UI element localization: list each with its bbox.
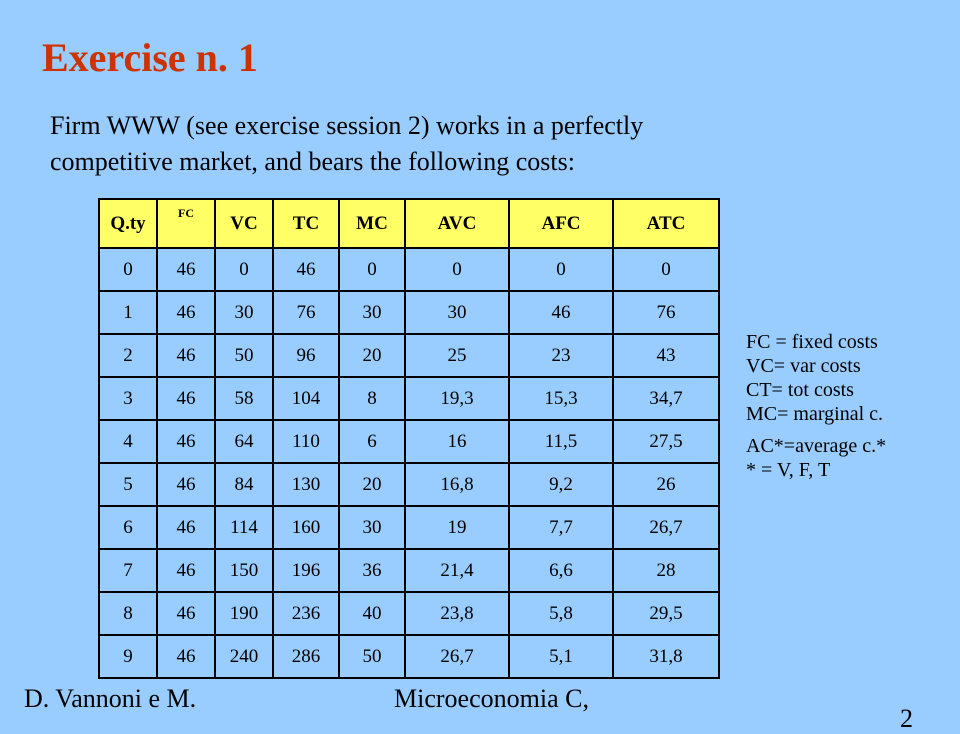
table-cell: 46 — [273, 248, 339, 291]
table-cell: 34,7 — [613, 377, 719, 420]
table-cell: 30 — [339, 291, 405, 334]
table-cell: 76 — [273, 291, 339, 334]
table-cell: 50 — [339, 635, 405, 678]
table-cell: 130 — [273, 463, 339, 506]
table-row — [99, 549, 719, 592]
table-cell: 46 — [157, 463, 215, 506]
footer-course: Microeconomia C, — [394, 684, 589, 713]
table-cell: 104 — [273, 377, 339, 420]
table-row — [99, 635, 719, 678]
table-cell: 6,6 — [509, 549, 613, 592]
table-cell: 240 — [215, 635, 273, 678]
table-body — [99, 248, 719, 678]
table-cell: 16 — [405, 420, 509, 463]
table-cell: 43 — [613, 334, 719, 377]
footer-author: D. Vannoni e M. — [24, 684, 197, 713]
table-cell: 30 — [405, 291, 509, 334]
table-cell: 23,8 — [405, 592, 509, 635]
intro-text — [50, 108, 830, 180]
table-cell: 46 — [157, 334, 215, 377]
header-tc: TC — [273, 199, 339, 248]
table-cell: 26 — [613, 463, 719, 506]
table-cell: 27,5 — [613, 420, 719, 463]
table-cell: 150 — [215, 549, 273, 592]
table-row — [99, 248, 719, 291]
table-row — [99, 291, 719, 334]
legend-fc: FC = fixed costs — [746, 331, 878, 353]
table-cell: 64 — [215, 420, 273, 463]
legend-vc: VC= var costs — [746, 355, 861, 377]
legend-star: * = V, F, T — [746, 459, 831, 481]
table-cell: 20 — [339, 334, 405, 377]
header-avc: AVC — [405, 199, 509, 248]
table-cell: 46 — [509, 291, 613, 334]
table-cell: 29,5 — [613, 592, 719, 635]
table-cell: 6 — [99, 506, 157, 549]
legend — [746, 330, 886, 490]
table-cell: 6 — [339, 420, 405, 463]
table-cell: 110 — [273, 420, 339, 463]
table-cell: 28 — [613, 549, 719, 592]
table-row — [99, 592, 719, 635]
table-cell: 9,2 — [509, 463, 613, 506]
legend-ct: CT= tot costs — [746, 379, 854, 401]
table-cell: 5 — [99, 463, 157, 506]
table-cell: 30 — [339, 506, 405, 549]
legend-definitions — [746, 330, 886, 426]
table-cell: 4 — [99, 420, 157, 463]
table-cell: 5,1 — [509, 635, 613, 678]
table-cell: 0 — [613, 248, 719, 291]
table-cell: 11,5 — [509, 420, 613, 463]
table-cell: 58 — [215, 377, 273, 420]
table-cell: 190 — [215, 592, 273, 635]
table-cell: 0 — [509, 248, 613, 291]
table-cell: 19 — [405, 506, 509, 549]
table-cell: 0 — [405, 248, 509, 291]
header-vc: VC — [215, 199, 273, 248]
table-row — [99, 377, 719, 420]
table-cell: 2 — [99, 334, 157, 377]
table-cell: 5,8 — [509, 592, 613, 635]
table-row — [99, 334, 719, 377]
table-cell: 16,8 — [405, 463, 509, 506]
table-cell: 26,7 — [613, 506, 719, 549]
table-cell: 36 — [339, 549, 405, 592]
table-cell: 9 — [99, 635, 157, 678]
table-cell: 1 — [99, 291, 157, 334]
footer-page-number: 2 — [900, 704, 913, 733]
intro-line-1: Firm WWW (see exercise session 2) works in a perfectly — [50, 111, 644, 140]
legend-ac: AC*=average c.* — [746, 435, 887, 457]
table-cell: 23 — [509, 334, 613, 377]
table-cell: 46 — [157, 549, 215, 592]
table-cell: 46 — [157, 592, 215, 635]
header-mc: MC — [339, 199, 405, 248]
table-cell: 46 — [157, 377, 215, 420]
table-cell: 160 — [273, 506, 339, 549]
table-cell: 7,7 — [509, 506, 613, 549]
table-cell: 46 — [157, 506, 215, 549]
table-cell: 46 — [157, 291, 215, 334]
table-cell: 96 — [273, 334, 339, 377]
costs-table — [98, 198, 720, 679]
table-cell: 30 — [215, 291, 273, 334]
table-row — [99, 506, 719, 549]
table-cell: 76 — [613, 291, 719, 334]
table-row — [99, 420, 719, 463]
table-cell: 8 — [339, 377, 405, 420]
table-cell: 46 — [157, 635, 215, 678]
header-fc: FC — [157, 199, 215, 248]
header-qty: Q.ty — [99, 199, 157, 248]
table-cell: 236 — [273, 592, 339, 635]
header-atc: ATC — [613, 199, 719, 248]
slide-title: Exercise n. 1 — [42, 35, 258, 80]
intro-line-2: competitive market, and bears the following costs: — [50, 147, 575, 176]
table-cell: 196 — [273, 549, 339, 592]
table-cell: 46 — [157, 420, 215, 463]
table-cell: 286 — [273, 635, 339, 678]
table-cell: 0 — [215, 248, 273, 291]
table-cell: 21,4 — [405, 549, 509, 592]
table-cell: 46 — [157, 248, 215, 291]
table-header-row — [99, 199, 719, 248]
table-cell: 25 — [405, 334, 509, 377]
legend-average — [746, 434, 886, 482]
table-cell: 0 — [339, 248, 405, 291]
table-cell: 20 — [339, 463, 405, 506]
table-cell: 7 — [99, 549, 157, 592]
table-cell: 84 — [215, 463, 273, 506]
table-row — [99, 463, 719, 506]
table-cell: 50 — [215, 334, 273, 377]
table-cell: 31,8 — [613, 635, 719, 678]
table-cell: 15,3 — [509, 377, 613, 420]
table-cell: 114 — [215, 506, 273, 549]
table-cell: 26,7 — [405, 635, 509, 678]
legend-mc: MC= marginal c. — [746, 403, 884, 425]
table-cell: 3 — [99, 377, 157, 420]
table-cell: 8 — [99, 592, 157, 635]
table-cell: 19,3 — [405, 377, 509, 420]
header-afc: AFC — [509, 199, 613, 248]
table-cell: 40 — [339, 592, 405, 635]
table-cell: 0 — [99, 248, 157, 291]
